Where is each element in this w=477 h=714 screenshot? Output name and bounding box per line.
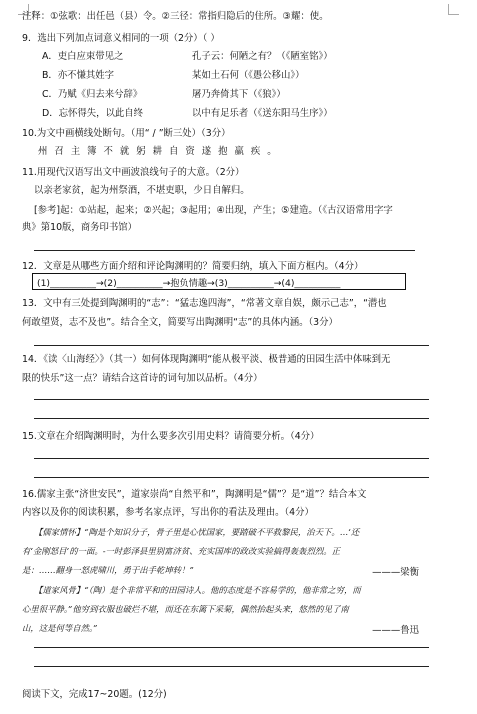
question-11: 11.用现代汉语写出文中画波浪线句子的大意。（2分） xyxy=(22,167,245,178)
q9-option-c-right: 屠乃奔倚其下（《狼》） xyxy=(192,89,286,100)
taoist-quote-line-1: 【道家风骨】“（陶）是个非常平和的田园诗人。他的态度是不容易学的，他非常之穷，而 xyxy=(34,585,361,595)
q9-option-d-right: 以中有足乐者（《送东阳马生序》） xyxy=(192,108,333,119)
taoist-quote-author: ———鲁迅 xyxy=(372,625,419,636)
q11-passage: 以亲老家贫，起为州祭酒，不堪吏职，少日自解归。 xyxy=(34,185,250,196)
q9-option-d-left: D．忘怀得失，以此自终 xyxy=(42,108,143,119)
q10-passage: 州召主簿不就躬耕自资遂抱羸疾。 xyxy=(38,146,284,157)
question-10: 10.为文中画横线处断句。（用“ / ”断三处）（3分） xyxy=(22,128,231,139)
q9-option-d xyxy=(42,107,333,120)
reference-line-2: 典》第10版，商务印书馆） xyxy=(22,222,138,233)
question-14-line-1: 14．《读〈山海经〉》（其一）如何体现陶渊明“能从极平淡、极普通的田园生活中体味到无 xyxy=(22,354,391,365)
answer-line xyxy=(34,666,429,667)
answer-line xyxy=(34,418,429,419)
taoist-quote-line-3: 山，这是何等自然。” xyxy=(22,623,98,633)
taoist-quote-line-2: 心里很平静。”他穷到衣服也破烂不堪，而还在东篱下采菊，偶然抬起头来，悠然的见了南 xyxy=(22,604,349,614)
answer-line xyxy=(34,477,429,478)
question-16-line-2: 内容以及你的阅读积累，参考名家点评，写出你的看法及理由。（4分） xyxy=(22,507,314,518)
answer-line xyxy=(34,345,429,346)
q12-box-text: (1)__________→(2)__________→抱负情趣→(3)__________→(4)__________ xyxy=(37,278,341,289)
reference-line-1: [参考]起：①站起，起来；②兴起；③起用；④出现，产生；⑤建造。（《古汉语常用字字 xyxy=(34,205,393,216)
q9-option-b xyxy=(42,69,305,82)
answer-line xyxy=(34,250,415,251)
answer-line xyxy=(34,399,429,400)
q9-option-c xyxy=(42,88,286,101)
confucian-quote-author: ———梁衡 xyxy=(372,567,419,578)
question-15: 15.文章在介绍陶渊明时，为什么要多次引用史料？请简要分析。（4分） xyxy=(22,431,320,442)
q9-option-b-right: 某如土石何（《愚公移山》） xyxy=(192,70,305,81)
question-9: 9．选出下列加点词意义相同的一项（2分）（ ） xyxy=(22,33,220,44)
q12-answer-box[interactable] xyxy=(32,273,406,290)
q9-option-a xyxy=(42,50,333,63)
confucian-quote-line-1: 【儒家情怀】“陶是个知识分子，骨子里是心忧国家，要踏破不平救黎民，治天下。…‘还 xyxy=(34,527,360,537)
question-12: 12．文章是从哪些方面介绍和评论陶渊明的？简要归纳，填入下面方框内。（4分） xyxy=(22,261,364,272)
question-13-line-2: 何敢望贤，志不及也”。结合全文，简要写出陶渊明“志”的具体内涵。（3分） xyxy=(22,317,338,328)
confucian-quote-line-2: 有‘金刚怒目’的一面。-一时彭泽县里别富济贫、充实国库的政改实验搞得轰轰烈烈。正 xyxy=(22,546,341,556)
answer-line xyxy=(34,647,429,648)
reading-footer: 阅读下文，完成17~20题。(12分) xyxy=(22,689,167,700)
answer-line xyxy=(34,458,429,459)
q9-option-c-left: C．乃赋《归去来兮辞》 xyxy=(42,89,143,100)
question-13-line-1: 13．文中有三处提到陶渊明的“志”：“猛志逸四海”，“常著文章自娱，颇示己志”，“潜也 xyxy=(22,298,387,309)
page-corner-mark xyxy=(448,4,459,15)
q9-option-b-left: B．亦不慊其姓字 xyxy=(42,70,115,81)
q9-option-a-left: A．吏白应束带见之 xyxy=(42,51,124,62)
question-14-line-2: 限的快乐”这一点？请结合这首诗的词句加以品析。（4分） xyxy=(22,373,263,384)
confucian-quote-line-3: 是：……翻身一怒虎啸川，勇于出手乾坤转！” xyxy=(22,565,194,575)
q9-option-a-right: 孔子云：何陋之有？（《陋室铭》） xyxy=(192,51,333,62)
note-line: 注释：①弦歌：出任邑（县）令。②三径：常指归隐后的住所。③耀：使。 xyxy=(22,11,329,22)
question-16-line-1: 16.儒家主张“济世安民”，道家崇尚“自然平和”，陶渊明是“儒”？是“道”？结合本文 xyxy=(22,489,367,500)
